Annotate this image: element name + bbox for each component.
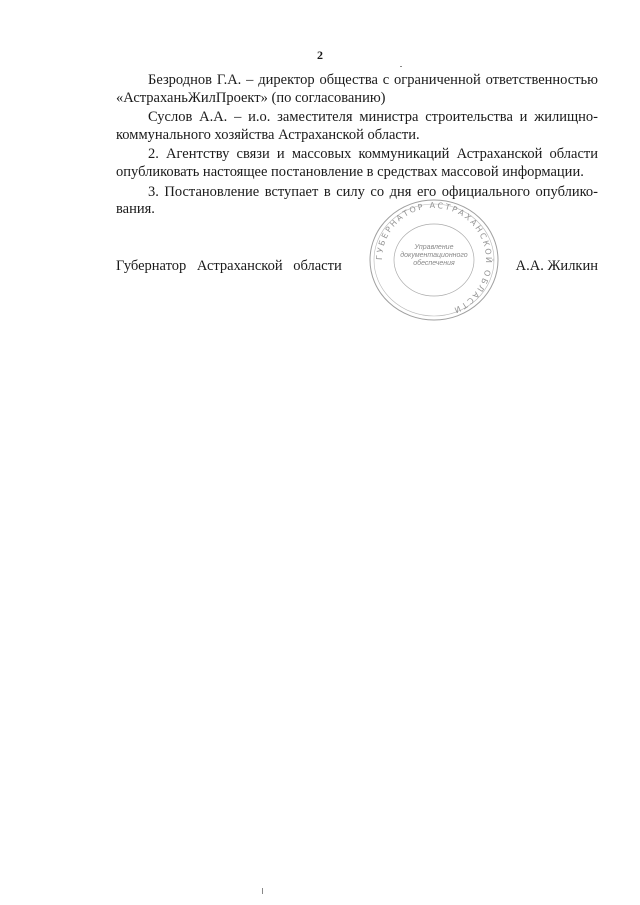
signatory-title: Губернатор Астраханской области	[116, 258, 342, 274]
paragraph-suslov: Суслов А.А. – и.о. заместителя министра строительства и жилищно-коммунального хозяйства Астраханской области.	[116, 109, 598, 143]
document-body	[116, 72, 598, 221]
paragraph-effective: 3. Постановление вступает в силу со дня его официального опублико-вания.	[116, 183, 598, 218]
page-number: 2	[317, 48, 323, 62]
stamp-line-2: документационного	[400, 252, 468, 259]
stamp-ring-text: ГУБЕРНАТОР АСТРАХАНСКОЙ ОБЛАСТИ	[374, 200, 494, 316]
stamp-line-3: обеспечения	[413, 260, 455, 267]
scan-speck	[262, 888, 263, 894]
stamp-line-1: Управление	[414, 244, 454, 251]
signatory-name: А.А. Жилкин	[515, 258, 598, 274]
paragraph-publication: 2. Агентству связи и массовых коммуникаций Астраханской области опубликовать настоящее постановление в средствах массовой информации.	[116, 146, 598, 180]
signature-block	[116, 258, 598, 278]
paragraph-bezrodnov: Безроднов Г.А. – директор общества с ограниченной ответственностью «АстраханьЖилПроект» (по согласованию)	[116, 72, 598, 106]
scan-speck	[400, 66, 402, 67]
